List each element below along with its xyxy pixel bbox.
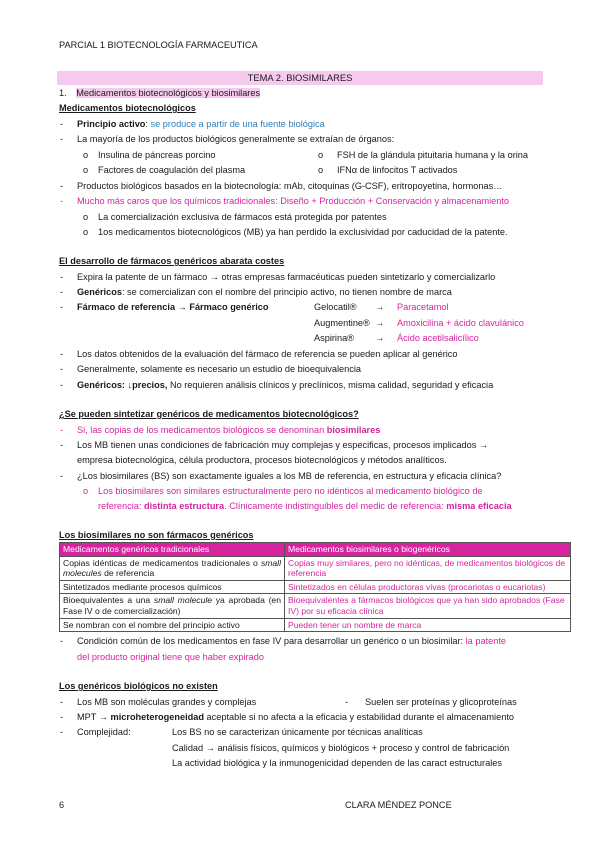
arrow-icon: → — [375, 333, 385, 343]
bullet-dash: - — [60, 302, 64, 312]
block4-note-line-1 — [77, 636, 506, 646]
block3-bullet-2-line-1: Los MB tienen unas condiciones de fabricación muy complejas y especificas, procesos implicados → — [77, 440, 489, 450]
block5-bullet-1-left: Los MB son moléculas grandes y complejas — [77, 697, 257, 707]
bullet-circle: o — [83, 150, 89, 160]
bullet-dash: - — [60, 287, 64, 297]
block5-bullet-1-right: Suelen ser proteínas y glicoproteínas — [365, 697, 517, 707]
block1-bullet-4: Mucho más caros que los químicos tradicionales: Diseño + Producción + Conservación y almacenamiento — [77, 196, 510, 206]
block3-bullet-2-line-2: empresa biotecnológica, célula productora, procesos biotecnológicos y métodos analíticos. — [77, 455, 447, 465]
table-cell-right: Pueden tener un nombre de marca — [285, 618, 571, 632]
bullet-dash: - — [60, 440, 64, 450]
block3-sub-line-2 — [98, 501, 512, 511]
block2-bullet-5: Generalmente, solamente es necesario un estudio de bioequivalencia — [77, 364, 361, 374]
bullet-dash: - — [345, 697, 349, 707]
complexity-label: Complejidad: — [77, 727, 131, 737]
sentence: Si, las copias de los medicamentos biológicos se denominan — [77, 425, 327, 435]
block2-heading: El desarrollo de fármacos genéricos abarata costes — [59, 256, 285, 266]
table-row — [60, 618, 571, 632]
bullet-circle: o — [318, 150, 324, 160]
block2-bullet-4: Los datos obtenidos de la evaluación del fármaco de referencia se pueden aplicar al genérico — [77, 349, 458, 359]
comparison-table — [59, 542, 571, 632]
section-number: 1. — [59, 88, 67, 98]
block5-bullet-2 — [77, 712, 514, 722]
page-header: PARCIAL 1 BIOTECNOLOGÍA FARMACEUTICA — [59, 40, 258, 50]
bullet-dash: - — [60, 272, 64, 282]
table-cell-left: Bioequivalentes a una small molecule ya aprobada (en Fase IV o de comercialización) — [60, 594, 285, 618]
bullet-dash: - — [60, 196, 64, 206]
block1-bullet-3: Productos biológicos basados en la biotecnología: mAb, citoquinas (G-CSF), eritropoyetina, hormonas… — [77, 181, 503, 191]
bold-term: Genéricos: ↓precios, — [77, 380, 168, 390]
block4-note-line-2: del producto original tiene que haber expirado — [77, 652, 264, 662]
bullet-dash: - — [60, 134, 64, 144]
block5-heading: Los genéricos biológicos no existen — [59, 681, 218, 691]
bullet-dash: - — [60, 697, 64, 707]
definition: No requieren análisis clínicos y preclínicos, misma calidad, seguridad y eficacia — [167, 380, 494, 390]
organ-right-1: FSH de la glándula pituitaria humana y la orina — [337, 150, 529, 160]
block2-bullet-2 — [77, 287, 452, 297]
table-header-row — [60, 543, 571, 557]
table-cell-left: Se nombran con el nombre del principio activo — [60, 618, 285, 632]
complexity-item-1: Los BS no se caracterizan únicamente por técnicas analíticas — [172, 727, 423, 737]
bullet-dash: - — [60, 425, 64, 435]
table-row — [60, 556, 571, 580]
bullet-dash: - — [60, 471, 64, 481]
block1-bullet-1 — [77, 119, 325, 129]
arrow-icon: → — [375, 318, 385, 328]
table-header-biosimilars: Medicamentos biosimilares o biogenéricos — [285, 543, 571, 557]
table-row — [60, 594, 571, 618]
text: aceptable si no afecta a la eficacia y estabilidad durante el almacenamiento — [203, 712, 514, 722]
table-cell-right: Copias muy similares, pero no idénticas, de medicamentos biológicos de referencia — [285, 556, 571, 580]
complexity-item-2: Calidad → análisis físicos, químicos y biológicos + proceso y control de fabricación — [172, 743, 510, 753]
bullet-circle: o — [83, 486, 89, 496]
bold-term: microheterogeneidad — [110, 712, 204, 722]
bullet-dash: - — [60, 181, 64, 191]
bullet-dash: - — [60, 712, 64, 722]
text: . Clínicamente indistinguibles del medic de referencia: — [224, 501, 447, 511]
block1-bullet-2: La mayoría de los productos biológicos generalmente se extraían de órganos: — [77, 134, 395, 144]
colon: : — [145, 119, 151, 129]
table-cell-right: Bioequivalentes a fármacos biológicos que ya han sido aprobados (Fase IV) por su eficacia clínica — [285, 594, 571, 618]
table-cell-right: Sintetizados en células productoras vivas (procariotas o eucariotas) — [285, 580, 571, 594]
table-row — [60, 580, 571, 594]
bullet-dash: - — [60, 119, 64, 129]
bullet-dash: - — [60, 349, 64, 359]
table-cell-left: Sintetizados mediante procesos químicos — [60, 580, 285, 594]
arrow-icon: → — [375, 302, 385, 312]
organ-left-1: Insulina de páncreas porcino — [98, 150, 216, 160]
bold-term: distinta estructura — [143, 501, 225, 511]
page-number: 6 — [59, 800, 65, 810]
complexity-item-3: La actividad biológica y la inmunogenicidad dependen de las caract estructurales — [172, 758, 502, 768]
brand-name: Gelocatil® — [314, 302, 357, 312]
bold-term: Genéricos — [77, 287, 122, 297]
table-cell-left: Copias idénticas de medicamentos tradicionales o small molecules de referencia — [60, 556, 285, 580]
bullet-dash: - — [60, 380, 64, 390]
block4-heading: Los biosimilares no son fármacos genéricos — [59, 530, 254, 540]
generic-name: Paracetamol — [397, 302, 449, 312]
bullet-circle: o — [83, 165, 89, 175]
bold-term: biosimilares — [326, 425, 381, 435]
organ-right-2: IFNα de linfocitos T activados — [337, 165, 458, 175]
tema-title: TEMA 2. BIOSIMILARES — [57, 71, 543, 85]
bold-term: misma eficacia — [446, 501, 512, 511]
definition: : se comercializan con el nombre del principio activo, no tienen nombre de marca — [121, 287, 452, 297]
brand-name: Augmentine® — [314, 318, 370, 328]
bullet-circle: o — [318, 165, 324, 175]
generic-name: Amoxicilina + ácido clavulánico — [397, 318, 524, 328]
bullet-dash: - — [60, 636, 64, 646]
bullet-dash: - — [60, 727, 64, 737]
block2-bullet-1: Expira la patente de un fármaco → otras empresas farmacéuticas pueden sintetizarlo y comercializarlo — [77, 272, 496, 282]
footer-author: CLARA MÉNDEZ PONCE — [345, 800, 452, 810]
generic-name: Ácido acetilsalicílico — [397, 333, 479, 343]
bullet-circle: o — [83, 212, 89, 222]
block3-bullet-3: ¿Los biosimilares (BS) son exactamente iguales a los MB de referencia, en estructura y eficacia clínica? — [77, 471, 502, 481]
bullet-dash: - — [60, 364, 64, 374]
bold-term: Principio activo — [77, 119, 146, 129]
section-title: Medicamentos biotecnológicos y biosimilares — [76, 88, 261, 98]
block1-sub-2: 1os medicamentos biotecnológicos (MB) ya han perdido la exclusividad por caducidad de la patente. — [98, 227, 508, 237]
block1-heading: Medicamentos biotecnológicos — [59, 103, 196, 113]
text: referencia: — [98, 501, 144, 511]
block3-sub-line-1: Los biosimilares son similares estructuralmente pero no idénticos al medicamento biológico de — [98, 486, 483, 496]
block2-bullet-3: Fármaco de referencia → Fármaco genérico — [77, 302, 269, 312]
section-heading — [59, 88, 260, 98]
bullet-circle: o — [83, 227, 89, 237]
block3-bullet-1 — [77, 425, 380, 435]
definition: se produce a partir de una fuente biológica — [150, 119, 325, 129]
block1-sub-1: La comercialización exclusiva de fármacos está protegida por patentes — [98, 212, 387, 222]
table-header-generics: Medicamentos genéricos tradicionales — [60, 543, 285, 557]
highlight-text: la patente — [465, 636, 506, 646]
text: Condición común de los medicamentos en fase IV para desarrollar un genérico o un biosimilar: — [77, 636, 466, 646]
organ-left-2: Factores de coagulación del plasma — [98, 165, 246, 175]
brand-name: Aspirina® — [314, 333, 354, 343]
block2-bullet-6 — [77, 380, 493, 390]
block3-heading: ¿Se pueden sintetizar genéricos de medicamentos biotecnológicos? — [59, 409, 359, 419]
text: MPT → — [77, 712, 111, 722]
